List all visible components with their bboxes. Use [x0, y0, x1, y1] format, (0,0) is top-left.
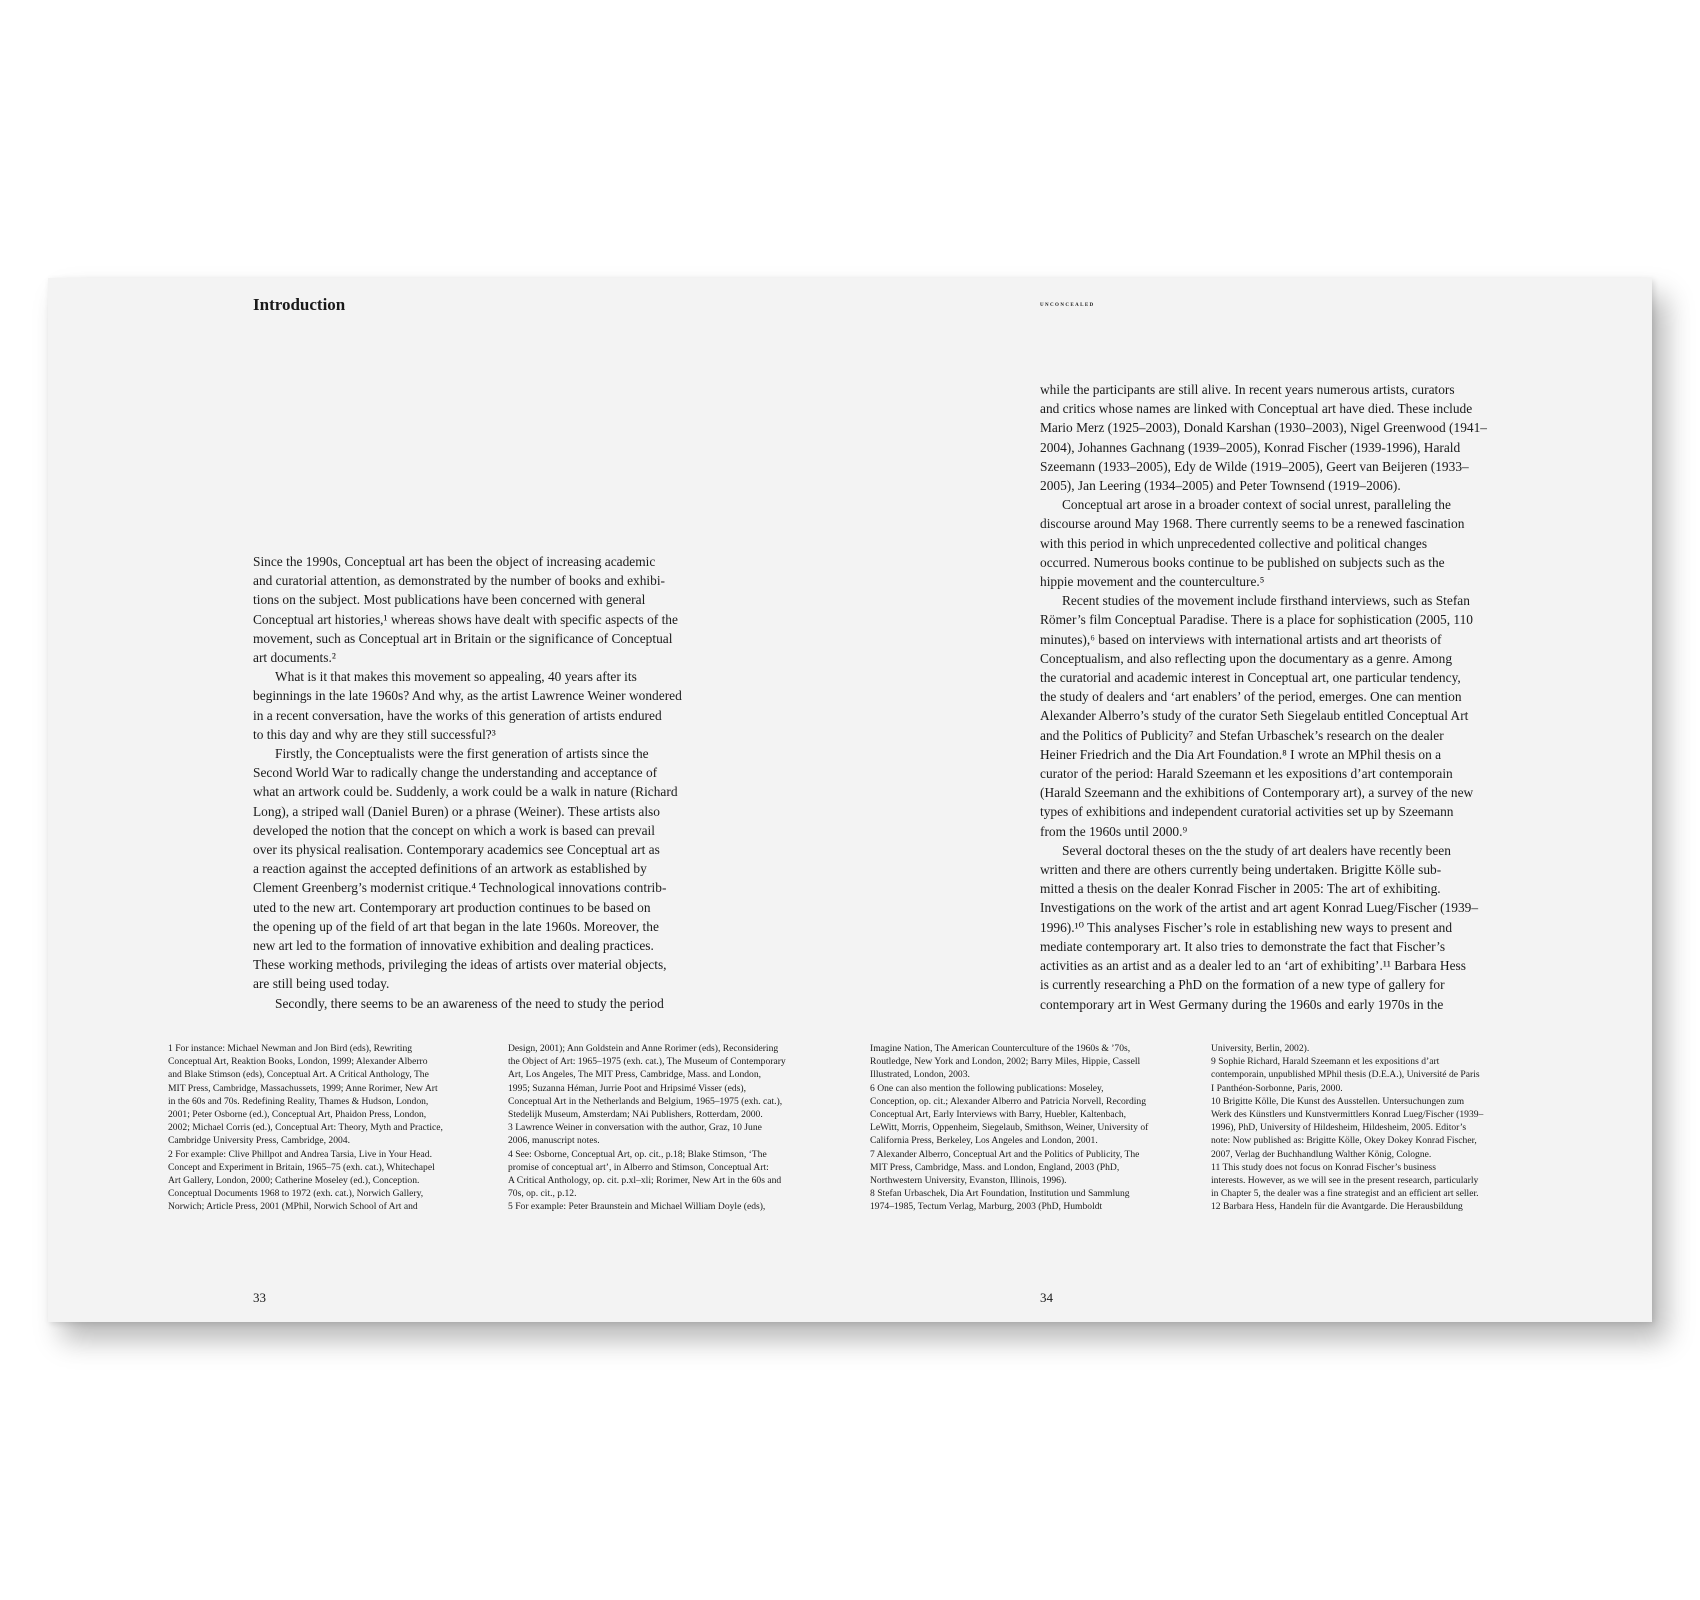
footnotes-column-2	[508, 1042, 838, 1214]
paragraph: Conceptual art arose in a broader context of social unrest, paralleling the discourse around May 1968. There currently seems to be a renewed fascination with this period in which unprecedented collective and political changes occurred. Numerous books continue to be published on subjects such as the hippie movement and the counterculture.⁵	[1040, 497, 1465, 590]
paragraph: Firstly, the Conceptualists were the first generation of artists since the Second World War to radically change the understanding and acceptance of what an artwork could be. Suddenly, a work could be a walk in nature (Richard Long), a striped wall (Daniel Buren) or a phrase (Weiner). These artists also developed the notion that the concept on which a work is based can prevail over its physical realisation. Contemporary academics see Conceptual art as a reaction against the accepted definitions of an artwork as established by Clement Greenberg’s modernist critique.⁴ Technological innovations contrib- uted to the new art. Contemporary art production continues to be based on the opening up of the field of art that began in the late 1960s. Moreover, the new art led to the formation of innovative exhibition and dealing practices. These working methods, privileging the ideas of artists over material objects, are still being used today.	[253, 746, 678, 992]
paragraph: Recent studies of the movement include firsthand interviews, such as Stefan Römer’s film Conceptual Paradise. There is a place for sophistication (2005, 110 minutes),⁶ based on interviews with international artists and art theorists of Conceptualism, and also reflecting upon the documentary as a genre. Among the curatorial and academic interest in Conceptual art, one particular tendency, the study of dealers and ‘art enablers’ of the period, emerges. One can mention Alexander Alberro’s study of the curator Seth Siegelaub entitled Conceptual Art and the Politics of Publicity⁷ and Stefan Urbaschek’s research on the dealer Heiner Friedrich and the Dia Art Foundation.⁸ I wrote an MPhil thesis on a curator of the period: Harald Szeemann et les expositions d’art contemporain (Harald Szeemann and the exhibitions of Contemporary art), a survey of the new types of exhibitions and independent curatorial activities set up by Szeemann from the 1960s until 2000.⁹	[1040, 593, 1474, 839]
footnotes-column-3	[870, 1042, 1200, 1214]
running-head-unconcealed: unconcealed	[1040, 299, 1095, 308]
paragraph: while the participants are still alive. In recent years numerous artists, curators and critics whose names are linked with Conceptual art have died. These include Mario Merz (1925–2003), Donald Karshan (1930–2003), Nigel Greenwood (1941– 2004), Johannes Gachnang (1939–2005), Konrad Fischer (1939-1996), Harald Szeemann (1933–2005), Edy de Wilde (1919–2005), Geert van Beijeren (1933– 2005), Jan Leering (1934–2005) and Peter Townsend (1919–2006).	[1040, 382, 1487, 494]
body-text-left-page	[253, 552, 731, 1013]
paragraph: What is it that makes this movement so appealing, 40 years after its beginnings in the late 1960s? And why, as the artist Lawrence Weiner wondered in a recent conversation, have the works of this generation of artists endured to this day and why are they still successful?³	[253, 669, 682, 742]
book-spread	[48, 278, 1652, 1322]
paragraph: Secondly, there seems to be an awareness of the need to study the period	[275, 995, 664, 1011]
running-head-introduction: Introduction	[253, 295, 346, 314]
paragraph: Since the 1990s, Conceptual art has been the object of increasing academic and curatorial attention, as demonstrated by the number of books and exhibi- tions on the subject. Most publications have been concerned with general Conceptual art histories,¹ whereas shows have dealt with specific aspects of the movement, such as Conceptual art in Britain or the significance of Conceptual art documents.²	[253, 554, 678, 666]
page-number-left: 33	[253, 1290, 266, 1305]
paragraph: Several doctoral theses on the the study of art dealers have recently been written and there are others currently being undertaken. Brigitte Kölle sub- mitted a thesis on the dealer Konrad Fischer in 2005: The art of exhibiting. Investigations on the work of the artist and art agent Konrad Lueg/Fischer (1939– 1996).¹⁰ This analyses Fischer’s role in establishing new ways to present and mediate contemporary art. It also tries to demonstrate the fact that Fischer’s activities as an artist and as a dealer led to an ‘art of exhibiting’.¹¹ Barbara Hess is currently researching a PhD on the formation of a new type of gallery for contemporary art in West Germany during the 1960s and early 1970s in the	[1040, 842, 1479, 1012]
footnote-text: 1 For instance: Michael Newman and Jon Bird (eds), Rewriting Conceptual Art, Reaktion Books, London, 1999; Alexander Alberro and Blake Stimson (eds), Conceptual Art. A Critical Anthology, The MIT Press, Cambridge, Massachussets, 1999; Anne Rorimer, New Art in the 60s and 70s. Redefining Reality, Thames & Hudson, London, 2001; Peter Osborne (ed.), Conceptual Art, Phaidon Press, London, 2002; Michael Corris (ed.), Conceptual Art: Theory, Myth and Practice, Cambridge University Press, Cambridge, 2004. 2 For example: Clive Phillpot and Andrea Tarsia, Live in Your Head. Concept and Experiment in Britain, 1965–75 (exh. cat.), Whitechapel Art Gallery, London, 2000; Catherine Moseley (ed.), Conception. Conceptual Documents 1968 to 1972 (exh. cat.), Norwich Gallery, Norwich; Article Press, 2001 (MPhil, Norwich School of Art and	[168, 1043, 443, 1213]
body-text-right-page	[1040, 380, 1536, 1014]
footnote-text: University, Berlin, 2002). 9 Sophie Richard, Harald Szeemann et les expositions d’art contemporain, unpublished MPhil thesis (D.E.A.), Université de Paris I Panthéon-Sorbonne, Paris, 2000. 10 Brigitte Kölle, Die Kunst des Ausstellen. Untersuchungen zum Werk des Künstlers und Kunstvermittlers Konrad Lueg/Fischer (1939– 1996), PhD, University of Hildesheim, Hildesheim, 2005. Editor’s note: Now published as: Brigitte Kölle, Okey Dokey Konrad Fischer, 2007, Verlag der Buchhandlung Walther König, Cologne. 11 This study does not focus on Konrad Fischer’s business interests. However, as we will see in the present research, particularly in Chapter 5, the dealer was a fine strategist and an efficient art seller. 12 Barbara Hess, Handeln für die Avantgarde. Die Herausbildung	[1211, 1043, 1484, 1213]
footnote-text: Imagine Nation, The American Counterculture of the 1960s & ’70s, Routledge, New York and London, 2002; Barry Miles, Hippie, Cassell Illustrated, London, 2003. 6 One can also mention the following publications: Moseley, Conception, op. cit.; Alexander Alberro and Patricia Norvell, Recording Conceptual Art, Early Interviews with Barry, Huebler, Kaltenbach, LeWitt, Morris, Oppenheim, Siegelaub, Smithson, Weiner, University of California Press, Berkeley, Los Angeles and London, 2001. 7 Alexander Alberro, Conceptual Art and the Politics of Publicity, The MIT Press, Cambridge, Mass. and London, England, 2003 (PhD, Northwestern University, Evanston, Illinois, 1996). 8 Stefan Urbaschek, Dia Art Foundation, Institution und Sammlung 1974–1985, Tectum Verlag, Marburg, 2003 (PhD, Humboldt	[870, 1043, 1149, 1213]
footnotes-column-1	[168, 1042, 498, 1214]
footnote-text: Design, 2001); Ann Goldstein and Anne Rorimer (eds), Reconsidering the Object of Art: 1965–1975 (exh. cat.), The Museum of Contemporary Art, Los Angeles, The MIT Press, Cambridge, Mass. and London, 1995; Suzanna Héman, Jurrie Poot and Hripsimé Visser (eds), Conceptual Art in the Netherlands and Belgium, 1965–1975 (exh. cat.), Stedelijk Museum, Amsterdam; NAi Publishers, Rotterdam, 2000. 3 Lawrence Weiner in conversation with the author, Graz, 10 June 2006, manuscript notes. 4 See: Osborne, Conceptual Art, op. cit., p.18; Blake Stimson, ‘The promise of conceptual art’, in Alberro and Stimson, Conceptual Art: A Critical Anthology, op. cit. p.xl–xli; Rorimer, New Art in the 60s and 70s, op. cit., p.12. 5 For example: Peter Braunstein and Michael William Doyle (eds),	[508, 1043, 786, 1213]
page-number-right: 34	[1040, 1290, 1053, 1305]
footnotes-column-4	[1211, 1042, 1541, 1214]
